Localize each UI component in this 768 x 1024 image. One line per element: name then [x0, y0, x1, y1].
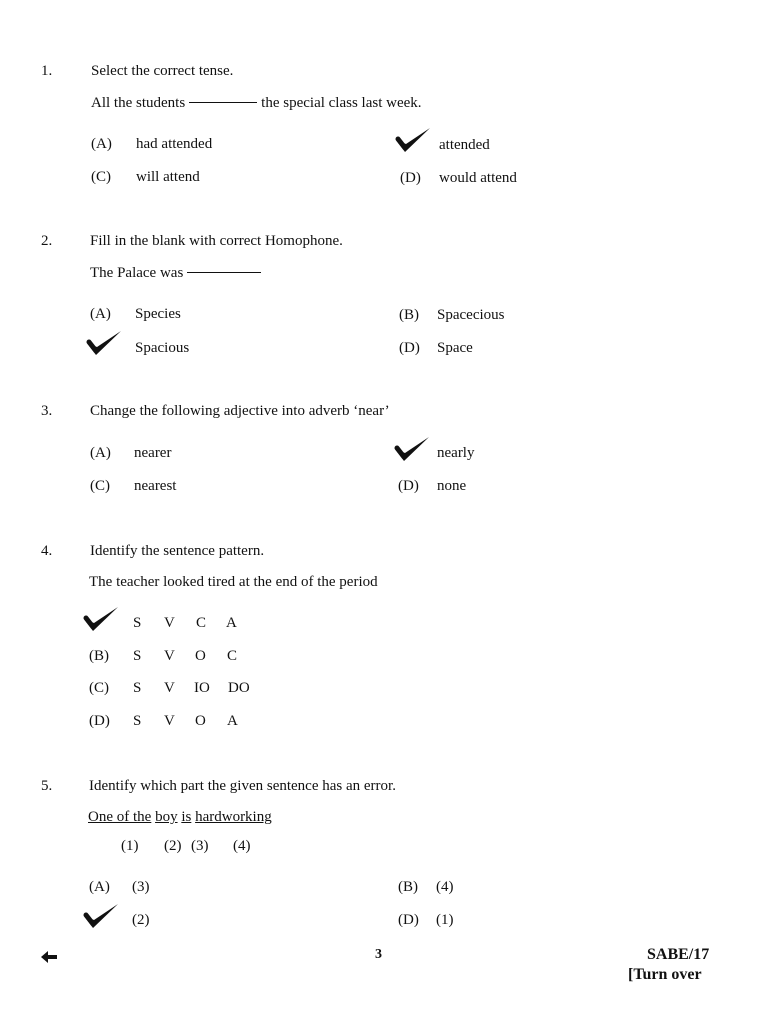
q1-option-a-letter: (A) — [91, 136, 112, 152]
turn-over-note: [Turn over — [628, 966, 702, 983]
fill-blank — [189, 102, 257, 103]
q5-option-b-text: (4) — [436, 879, 454, 895]
q5-option-c-text: (2) — [132, 912, 150, 928]
sentence-part-4: hardworking — [195, 809, 272, 825]
q4-option-d-part-2: V — [164, 713, 175, 729]
q2-option-b-letter: (B) — [399, 307, 419, 323]
part-number-1: (1) — [121, 838, 139, 854]
sentence-start: The Palace was — [90, 265, 184, 281]
q1-option-a-text: had attended — [136, 136, 213, 152]
fill-blank — [187, 272, 261, 273]
sentence-start: All the students — [91, 95, 186, 111]
checkmark-icon — [82, 605, 120, 633]
q4-option-d-letter: (D) — [89, 713, 110, 729]
part-number-4: (4) — [233, 838, 251, 854]
q1-option-c-text: will attend — [136, 169, 200, 185]
q2-option-c-text: Spacious — [135, 340, 190, 356]
q5-option-b-letter: (B) — [398, 879, 418, 895]
left-arrow-icon — [40, 950, 58, 964]
q2-option-b-text: Spacecious — [437, 307, 505, 323]
checkmark-icon — [394, 126, 432, 154]
q4-option-b-part-3: O — [195, 648, 206, 664]
q2-option-a-text: Species — [135, 306, 181, 322]
question-4-number: 4. — [41, 543, 53, 559]
q2-option-d-letter: (D) — [399, 340, 420, 356]
q5-option-d-text: (1) — [436, 912, 454, 928]
q3-option-b-text: nearly — [437, 445, 475, 461]
q3-option-c-letter: (C) — [90, 478, 110, 494]
question-2-prompt: Fill in the blank with correct Homophone. — [90, 233, 343, 249]
q4-option-a-part-1: S — [133, 615, 142, 631]
q4-option-c-part-1: S — [133, 680, 142, 696]
sentence-end: the special class last week. — [261, 95, 422, 111]
q4-option-d-part-3: O — [195, 713, 206, 729]
q4-option-c-part-3: IO — [194, 680, 210, 696]
q1-option-d-text: would attend — [439, 170, 517, 186]
sentence-part-1: One of the — [88, 809, 152, 825]
q4-option-a-part-2: V — [164, 615, 175, 631]
q4-option-b-letter: (B) — [89, 648, 109, 664]
q4-option-a-part-4: A — [226, 615, 237, 631]
q4-option-b-part-4: C — [227, 648, 238, 664]
question-3-prompt: Change the following adjective into adverb ‘near’ — [90, 403, 390, 419]
checkmark-icon — [82, 902, 120, 930]
question-5-prompt: Identify which part the given sentence has an error. — [89, 778, 396, 794]
q4-option-d-part-1: S — [133, 713, 142, 729]
q4-option-b-part-1: S — [133, 648, 142, 664]
sentence-part-2: boy — [155, 809, 178, 825]
checkmark-icon — [393, 435, 431, 463]
page-number: 3 — [375, 947, 382, 962]
sentence-part-3: is — [181, 809, 192, 825]
q2-option-a-letter: (A) — [90, 306, 111, 322]
q2-option-d-text: Space — [437, 340, 473, 356]
question-3-number: 3. — [41, 403, 53, 419]
question-2-number: 2. — [41, 233, 53, 249]
q1-option-b-text: attended — [439, 137, 490, 153]
part-number-3: (3) — [191, 838, 209, 854]
part-number-2: (2) — [164, 838, 182, 854]
question-5-sentence — [88, 809, 272, 826]
paper-code: SABE/17 — [647, 946, 710, 963]
q1-option-c-letter: (C) — [91, 169, 111, 185]
q4-option-a-part-3: C — [196, 615, 207, 631]
q5-option-a-text: (3) — [132, 879, 150, 895]
question-1-prompt: Select the correct tense. — [91, 63, 234, 79]
q4-option-d-part-4: A — [227, 713, 238, 729]
q3-option-a-text: nearer — [134, 445, 172, 461]
q3-option-d-text: none — [437, 478, 467, 494]
checkmark-icon — [85, 329, 123, 357]
q4-option-c-part-4: DO — [228, 680, 250, 696]
question-1-number: 1. — [41, 63, 53, 79]
q4-option-c-letter: (C) — [89, 680, 109, 696]
q3-option-c-text: nearest — [134, 478, 177, 494]
q3-option-a-letter: (A) — [90, 445, 111, 461]
q4-option-c-part-2: V — [164, 680, 175, 696]
question-2-sentence — [90, 265, 263, 282]
q4-option-b-part-2: V — [164, 648, 175, 664]
q1-option-d-letter: (D) — [400, 170, 421, 186]
question-4-sentence: The teacher looked tired at the end of the period — [89, 574, 378, 590]
q5-option-d-letter: (D) — [398, 912, 419, 928]
question-5-number: 5. — [41, 778, 53, 794]
question-1-sentence — [91, 95, 422, 112]
q3-option-d-letter: (D) — [398, 478, 419, 494]
question-4-prompt: Identify the sentence pattern. — [90, 543, 265, 559]
q5-option-a-letter: (A) — [89, 879, 110, 895]
